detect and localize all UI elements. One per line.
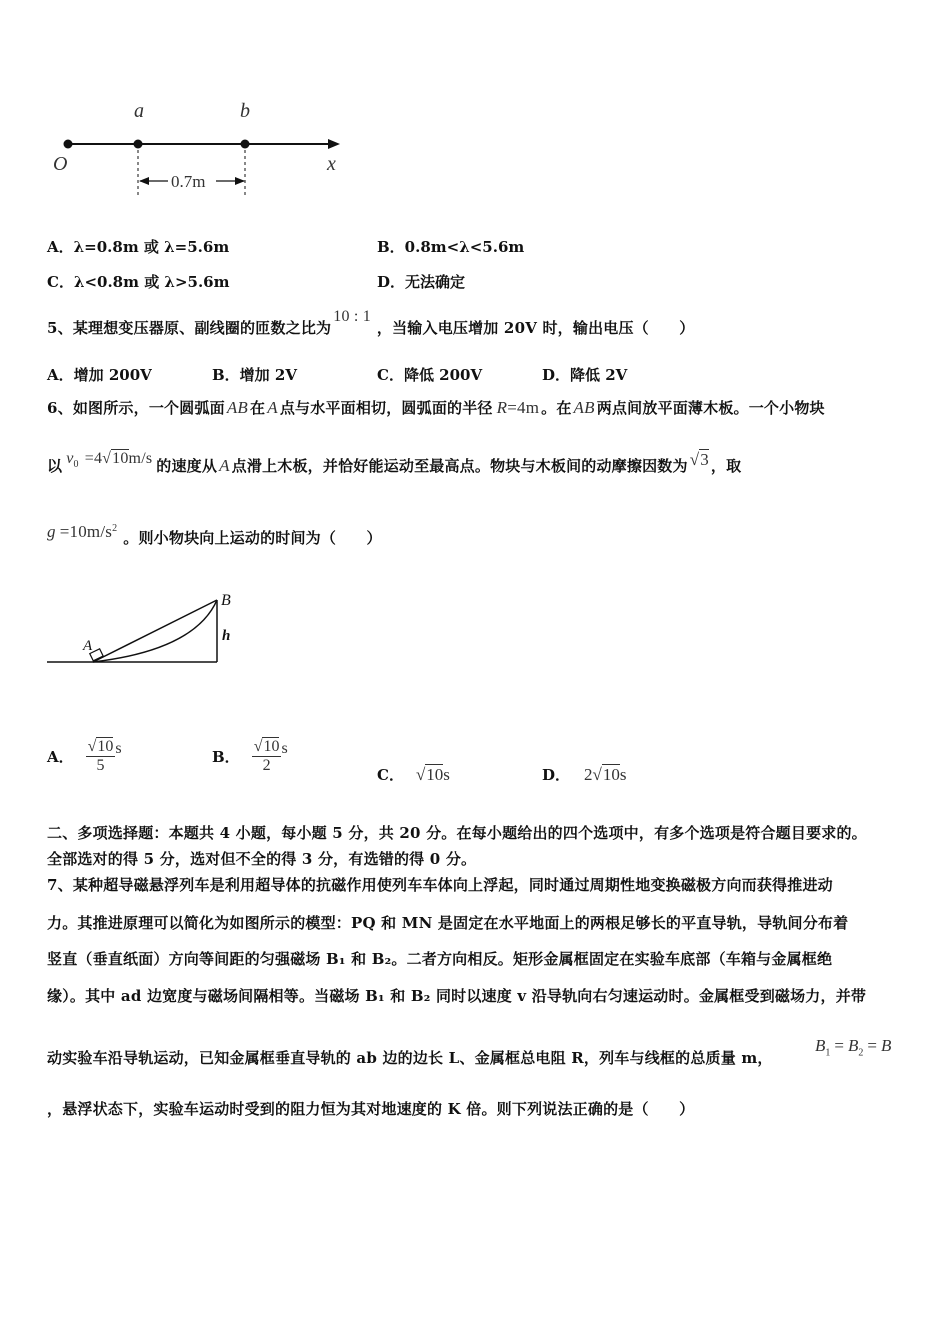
option-label: B． — [212, 748, 240, 766]
q6-g-exponent: 2 — [112, 523, 118, 534]
q6-v-unit: m/s — [128, 450, 153, 467]
formula-b: B — [880, 1036, 892, 1055]
q6-v-symbol: v — [66, 450, 74, 467]
q6-v-radicand: 10 — [112, 450, 129, 467]
incline-figure — [45, 588, 245, 673]
q4-option-d[interactable]: D．无法确定 — [377, 273, 466, 291]
q6-option-c[interactable]: C． √10s — [377, 765, 450, 784]
option-d-coef: 2 — [584, 765, 593, 784]
option-label: C． — [377, 766, 404, 784]
q6-arc-ab: AB — [226, 398, 249, 417]
option-d-unit: s — [619, 765, 627, 784]
q5-option-a[interactable]: A．增加 200V — [47, 366, 152, 384]
q6-text: 6、如图所示，一个圆弧面 — [47, 399, 225, 417]
q6-text: ，取 — [710, 457, 742, 475]
option-c-unit: s — [443, 765, 450, 784]
option-a-denominator: 5 — [96, 757, 105, 774]
label-h: h — [222, 628, 231, 644]
q6-text: 两点间放平面薄木板。一个小物块 — [596, 399, 825, 417]
label-o: O — [53, 153, 68, 175]
option-b-unit: s — [281, 739, 288, 757]
option-a-unit: s — [115, 739, 122, 757]
q7-line-1: 7、某种超导磁悬浮列车是利用超导体的抗磁作用使列车车体向上浮起，同时通过周期性地变换磁极方向而获得推进动 — [47, 876, 833, 894]
q5-text-after: ，当输入电压增加 20V 时，输出电压（ ） — [376, 319, 695, 337]
q5-stem — [47, 308, 695, 338]
q6-point-a: A — [219, 456, 230, 475]
q6-v-coef: =4 — [84, 450, 103, 467]
q5-option-d[interactable]: D．降低 2V — [542, 366, 628, 384]
q6-line-3 — [47, 522, 382, 548]
formula-eq: = — [867, 1036, 877, 1055]
formula-sub1: 1 — [825, 1047, 831, 1059]
axis-arrow-head — [328, 139, 340, 149]
q6-radius-value: =4m — [507, 398, 540, 417]
q6-line-1 — [47, 397, 825, 418]
q6-text: 。在 — [541, 399, 572, 417]
option-d-radicand: 10 — [602, 765, 620, 784]
point-o — [64, 140, 73, 149]
q5-option-c[interactable]: C．降低 200V — [377, 366, 483, 384]
dim-arrow-left — [139, 177, 149, 185]
formula-b1: B — [815, 1036, 826, 1055]
q6-text: 以 — [47, 457, 63, 475]
label-a: A — [83, 638, 93, 654]
q7-formula — [815, 1036, 891, 1058]
q7-line-4: 缘）。其中 ad 边宽度与磁场间隔相等。当磁场 B₁ 和 B₂ 同时以速度 v 沿导轨向右匀速运动时。金属框受到磁场力，并带 — [47, 987, 867, 1005]
label-x: x — [327, 153, 336, 175]
q6-ab: AB — [573, 398, 595, 417]
q6-text: 的速度从 — [156, 457, 218, 475]
q4-option-c[interactable]: C．λ<0.8m 或 λ>5.6m — [47, 273, 230, 291]
option-a-numerator: 10 — [97, 738, 114, 755]
formula-sub2: 2 — [858, 1047, 864, 1059]
option-b-denominator: 2 — [262, 757, 271, 774]
q6-option-b[interactable]: B． $\frac{√10}{2}$ s — [212, 738, 288, 774]
formula-b2: B — [847, 1036, 859, 1055]
q6-option-a[interactable]: A． $\frac{√10}{5}$ s — [47, 738, 122, 774]
option-label: A． — [47, 748, 74, 766]
label-b: b — [240, 100, 250, 122]
point-a — [134, 140, 143, 149]
q4-option-a[interactable]: A．λ=0.8m 或 λ=5.6m — [47, 238, 230, 256]
dim-arrow-right — [235, 177, 245, 185]
q6-text: 点滑上木板，并恰好能运动至最高点。物块与木板间的动摩擦因数为 — [231, 457, 688, 475]
option-label: D． — [542, 766, 571, 784]
wave-axis-figure — [40, 95, 360, 205]
q4-option-b[interactable]: B．0.8m<λ<5.6m — [377, 238, 525, 256]
q6-text: 点与水平面相切，圆弧面的半径 — [279, 399, 493, 417]
point-b — [241, 140, 250, 149]
board-line — [93, 600, 217, 662]
q6-mu-radicand: 3 — [700, 450, 709, 469]
q5-ratio: 10 : 1 — [333, 308, 371, 325]
q6-line-2: 以 $v_0 =4√10m/s$ 的速度从 A 点滑上木板，并恰好能运动至最高点。物块与木板间的动摩擦因数为 √3 ，取 — [47, 450, 742, 475]
section2-line-1: 二、多项选择题：本题共 4 小题，每小题 5 分，共 20 分。在每小题给出的四个选项中，有多个选项是符合题目要求的。 — [47, 824, 867, 842]
q7-line-6: ，悬浮状态下，实验车运动时受到的阻力恒为其对地速度的 K 倍。则下列说法正确的是（ ） — [47, 1100, 695, 1118]
q6-text: 在 — [250, 399, 266, 417]
label-a: a — [134, 100, 144, 122]
distance-label: 0.7m — [171, 172, 206, 191]
q7-line-3: 竖直（垂直纸面）方向等间距的匀强磁场 B₁ 和 B₂。二者方向相反。矩形金属框固定在实验车底部（车箱与金属框绝 — [47, 950, 833, 968]
q6-g-symbol: g — [47, 522, 56, 541]
q6-g-value: =10m/s — [59, 522, 113, 541]
option-c-radicand: 10 — [426, 765, 444, 784]
label-b: B — [221, 592, 231, 609]
q6-radius-symbol: R — [496, 398, 508, 417]
option-b-numerator: 10 — [263, 738, 280, 755]
formula-eq: = — [834, 1036, 844, 1055]
section2-line-2: 全部选对的得 5 分，选对但不全的得 3 分，有选错的得 0 分。 — [47, 850, 477, 868]
q7-line-2: 力。其推进原理可以简化为如图所示的模型：PQ 和 MN 是固定在水平地面上的两根足够长的平直导轨，导轨间分布着 — [47, 914, 849, 932]
q7-line-5: 动实验车沿导轨运动，已知金属框垂直导轨的 ab 边的边长 L、金属框总电阻 R，列车与线框的总质量 m， — [47, 1049, 773, 1067]
q5-option-b[interactable]: B．增加 2V — [212, 366, 297, 384]
q6-v-subscript: 0 — [73, 459, 79, 470]
q5-text-before: 5、某理想变压器原、副线圈的匝数之比为 — [47, 319, 332, 337]
q6-point-a: A — [267, 398, 278, 417]
q6-text: 。则小物块向上运动的时间为（ ） — [123, 529, 382, 547]
q6-option-d[interactable]: D． 2√10s — [542, 765, 627, 784]
